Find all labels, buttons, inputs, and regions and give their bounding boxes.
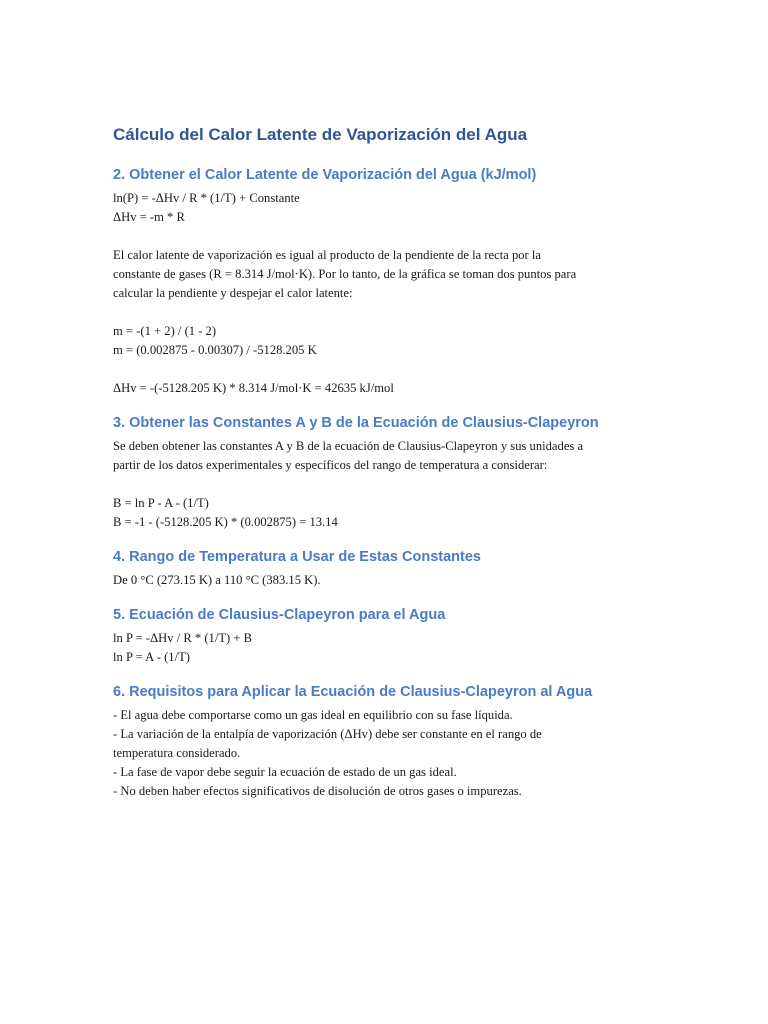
paragraph-line: constante de gases (R = 8.314 J/mol·K). Por lo tanto, de la gráfica se toman dos puntos para [113,267,577,281]
calculation-line: m = -(1 + 2) / (1 - 2) [113,324,217,338]
formula-line: ln P = A - (1/T) [113,650,190,664]
result-line: ΔHv = -(-5128.205 K) * 8.314 J/mol·K = 42635 kJ/mol [113,381,394,395]
paragraph-line: De 0 °C (273.15 K) a 110 °C (383.15 K). [113,573,321,587]
list-item: - La fase de vapor debe seguir la ecuación de estado de un gas ideal. [113,765,457,779]
paragraph-line: partir de los datos experimentales y específicos del rango de temperatura a considerar: [113,458,548,472]
calculation-line: B = ln P - A - (1/T) [113,496,209,510]
document-body [113,124,673,816]
paragraph-line: calcular la pendiente y despejar el calor latente: [113,286,353,300]
section-equation [113,605,673,667]
blank-line [113,303,673,322]
section-requirements [113,682,673,801]
blank-line [113,475,673,494]
calculation-line: m = (0.002875 - 0.00307) / -5128.205 K [113,343,317,357]
section-constants [113,413,673,532]
section-temperature-range [113,547,673,590]
section-heading: 4. Rango de Temperatura a Usar de Estas Constantes [113,549,481,565]
section-heading: 6. Requisitos para Aplicar la Ecuación de Clausius-Clapeyron al Agua [113,684,593,700]
formula-line: ln(P) = -ΔHv / R * (1/T) + Constante [113,191,300,205]
list-item: - No deben haber efectos significativos de disolución de otros gases o impurezas. [113,784,522,798]
list-item: - El agua debe comportarse como un gas ideal en equilibrio con su fase líquida. [113,708,513,722]
blank-line [113,360,673,379]
document-title: Cálculo del Calor Latente de Vaporización del Agua [113,125,528,144]
section-heading: 3. Obtener las Constantes A y B de la Ecuación de Clausius-Clapeyron [113,415,599,431]
list-item-continuation: temperatura considerado. [113,746,241,760]
blank-line [113,227,673,246]
section-latent-heat [113,165,673,398]
section-heading: 2. Obtener el Calor Latente de Vaporización del Agua (kJ/mol) [113,167,537,183]
formula-line: ln P = -ΔHv / R * (1/T) + B [113,631,253,645]
section-heading: 5. Ecuación de Clausius-Clapeyron para el Agua [113,607,446,623]
formula-line: ΔHv = -m * R [113,210,185,224]
calculation-line: B = -1 - (-5128.205 K) * (0.002875) = 13.14 [113,515,338,529]
paragraph-line: El calor latente de vaporización es igual al producto de la pendiente de la recta por la [113,248,541,262]
paragraph-line: Se deben obtener las constantes A y B de la ecuación de Clausius-Clapeyron y sus unidades a [113,439,584,453]
list-item: - La variación de la entalpía de vaporización (ΔHv) debe ser constante en el rango de [113,727,542,741]
